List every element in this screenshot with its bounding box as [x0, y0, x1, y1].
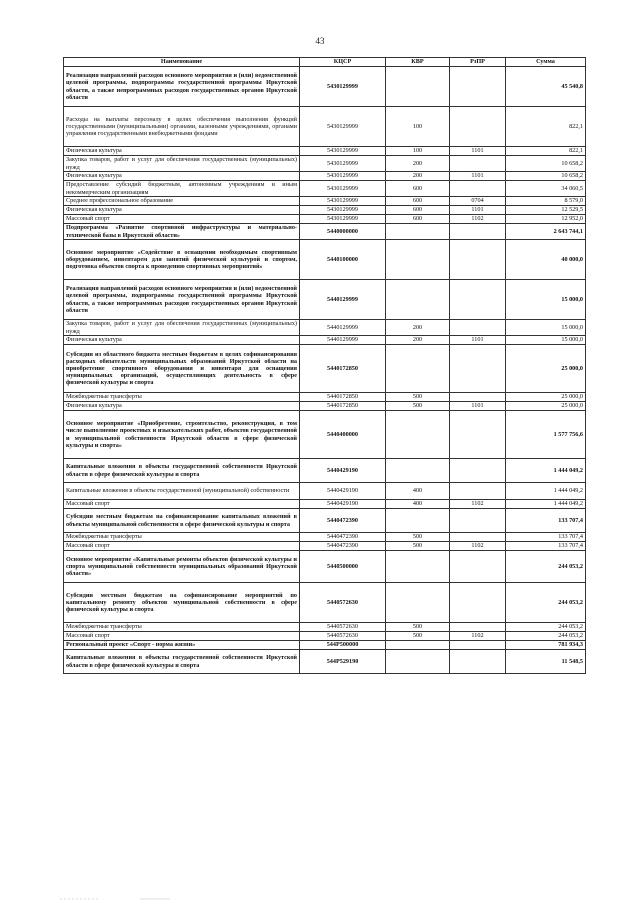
cell-name: Закупка товаров, работ и услуг для обеспечения государственных (муниципальных) нужд	[64, 156, 300, 172]
page-number: 43	[315, 36, 325, 46]
table-header-row	[64, 58, 586, 67]
cell-kcsr: 5430129999	[300, 147, 386, 156]
cell-rzpr	[450, 393, 506, 402]
cell-sum: 133 707,4	[506, 533, 586, 542]
table-row	[64, 650, 586, 674]
cell-rzpr	[450, 650, 506, 674]
cell-name: Капитальные вложения в объекты государственной собственности Иркутской области в сфере физической культуры и спорта	[64, 459, 300, 483]
cell-sum: 34 060,5	[506, 181, 586, 197]
cell-rzpr	[450, 67, 506, 107]
cell-kcsr: 5430129999	[300, 206, 386, 215]
cell-name: Физическая культура	[64, 147, 300, 156]
cell-kcsr: 5440429190	[300, 483, 386, 500]
cell-rzpr	[450, 623, 506, 632]
cell-name: Межбюджетные трансферты	[64, 533, 300, 542]
table-row	[64, 641, 586, 650]
cell-kvr	[386, 650, 450, 674]
cell-sum: 244 053,2	[506, 583, 586, 623]
cell-rzpr: 1102	[450, 215, 506, 224]
cell-name: Межбюджетные трансферты	[64, 393, 300, 402]
table-row	[64, 206, 586, 215]
cell-name: Физическая культура	[64, 172, 300, 181]
cell-name: Основное мероприятие «Капитальные ремонты объектов физической культуры и спорта муниципальной собственности муниципальных образований Иркутской области»	[64, 551, 300, 583]
cell-name: Физическая культура	[64, 402, 300, 411]
header-kvr: КВР	[386, 58, 450, 67]
table-row	[64, 67, 586, 107]
cell-kcsr: 544P529190	[300, 650, 386, 674]
cell-rzpr: 1101	[450, 172, 506, 181]
cell-kvr	[386, 280, 450, 320]
cell-rzpr	[450, 411, 506, 459]
table-row	[64, 583, 586, 623]
cell-rzpr	[450, 641, 506, 650]
cell-rzpr	[450, 181, 506, 197]
cell-sum: 15 000,0	[506, 336, 586, 345]
table-row	[64, 181, 586, 197]
cell-kcsr: 5430129999	[300, 107, 386, 147]
cell-rzpr: 1101	[450, 147, 506, 156]
cell-sum: 8 579,0	[506, 197, 586, 206]
cell-kvr: 200	[386, 320, 450, 336]
cell-kvr	[386, 583, 450, 623]
cell-kcsr: 5430129999	[300, 156, 386, 172]
cell-kvr	[386, 509, 450, 533]
table-row	[64, 623, 586, 632]
cell-kcsr: 5440129999	[300, 280, 386, 320]
cell-kvr	[386, 67, 450, 107]
table-row	[64, 147, 586, 156]
cell-rzpr	[450, 509, 506, 533]
cell-kcsr: 5440572630	[300, 583, 386, 623]
cell-sum: 15 000,0	[506, 320, 586, 336]
table-row	[64, 107, 586, 147]
cell-rzpr	[450, 459, 506, 483]
cell-sum: 1 444 049,2	[506, 500, 586, 509]
table-row	[64, 336, 586, 345]
cell-name: Предоставление субсидий бюджетным, автономным учреждениям и иным некоммерческим организациям	[64, 181, 300, 197]
table-row	[64, 345, 586, 393]
cell-kcsr: 5440572630	[300, 632, 386, 641]
cell-rzpr: 1102	[450, 632, 506, 641]
table-row	[64, 240, 586, 280]
cell-sum: 10 658,2	[506, 156, 586, 172]
cell-sum: 1 444 049,2	[506, 483, 586, 500]
cell-kcsr: 5430129999	[300, 197, 386, 206]
header-sum: Сумма	[506, 58, 586, 67]
cell-kvr: 100	[386, 107, 450, 147]
cell-sum: 133 707,4	[506, 509, 586, 533]
cell-kvr: 500	[386, 623, 450, 632]
cell-kvr: 100	[386, 147, 450, 156]
cell-rzpr: 1101	[450, 336, 506, 345]
table-row	[64, 533, 586, 542]
cell-rzpr	[450, 533, 506, 542]
cell-sum: 781 934,3	[506, 641, 586, 650]
cell-name: Закупка товаров, работ и услуг для обеспечения государственных (муниципальных) нужд	[64, 320, 300, 336]
table-row	[64, 509, 586, 533]
table-row	[64, 411, 586, 459]
table-row	[64, 172, 586, 181]
cell-name: Капитальные вложения в объекты государственной (муниципальной) собственности	[64, 483, 300, 500]
cell-rzpr	[450, 483, 506, 500]
table-row	[64, 156, 586, 172]
cell-kcsr: 5440572630	[300, 623, 386, 632]
cell-rzpr: 1102	[450, 542, 506, 551]
table-row	[64, 632, 586, 641]
cell-kvr: 500	[386, 533, 450, 542]
cell-name: Основное мероприятие «Приобретение, строительство, реконструкция, в том числе выполнение проектных и изыскательских работ, объектов государственной и муниципальной собственности Иркутской области в сфере физической культуры и спорта»	[64, 411, 300, 459]
cell-rzpr	[450, 156, 506, 172]
header-name: Наименование	[64, 58, 300, 67]
cell-kcsr: 5430129999	[300, 181, 386, 197]
table-row	[64, 320, 586, 336]
cell-kvr	[386, 411, 450, 459]
cell-kvr: 600	[386, 215, 450, 224]
cell-name: Массовый спорт	[64, 215, 300, 224]
cell-kcsr: 5440100000	[300, 240, 386, 280]
cell-sum: 1 577 756,6	[506, 411, 586, 459]
cell-kvr	[386, 551, 450, 583]
cell-kvr	[386, 459, 450, 483]
cell-name: Субсидии местным бюджетам на софинансирование капитальных вложений в объекты муниципальной собственности в сфере физической культуры и спорта	[64, 509, 300, 533]
cell-kvr: 500	[386, 542, 450, 551]
cell-rzpr	[450, 240, 506, 280]
cell-sum: 25 000,0	[506, 345, 586, 393]
cell-rzpr	[450, 320, 506, 336]
cell-name: Реализация направлений расходов основного мероприятия и (или) ведомственной целевой программы, подпрограммы государственной программы Иркутской области, а также непрограммных расходов государственных органов Иркутской области	[64, 280, 300, 320]
header-kcsr: КЦСР	[300, 58, 386, 67]
cell-kcsr: 5440129999	[300, 336, 386, 345]
cell-name: Физическая культура	[64, 336, 300, 345]
cell-name: Массовый спорт	[64, 542, 300, 551]
cell-sum: 822,1	[506, 147, 586, 156]
cell-sum: 244 053,2	[506, 551, 586, 583]
table-row	[64, 402, 586, 411]
cell-kcsr: 544P500000	[300, 641, 386, 650]
cell-kcsr: 5440500000	[300, 551, 386, 583]
cell-kvr	[386, 240, 450, 280]
cell-rzpr	[450, 345, 506, 393]
table-row	[64, 280, 586, 320]
header-rzpr: РзПР	[450, 58, 506, 67]
cell-name: Основное мероприятие «Содействие в оснащении необходимым спортивным оборудованием, инвентарем для занятий физической культурой и спортом, подготовка объектов спорта к проведению спортивных мероприятий»	[64, 240, 300, 280]
cell-kcsr: 5440472390	[300, 509, 386, 533]
cell-name: Подпрограмма «Развитие спортивной инфраструктуры и материально- технической базы в Иркутской области»	[64, 224, 300, 240]
table-row	[64, 500, 586, 509]
cell-kvr: 200	[386, 156, 450, 172]
cell-kvr: 400	[386, 500, 450, 509]
cell-rzpr	[450, 224, 506, 240]
cell-kvr: 600	[386, 197, 450, 206]
cell-kcsr: 5440472390	[300, 542, 386, 551]
table-row	[64, 483, 586, 500]
cell-kcsr: 5440172850	[300, 393, 386, 402]
cell-name: Массовый спорт	[64, 632, 300, 641]
cell-sum: 12 529,5	[506, 206, 586, 215]
cell-sum: 244 053,2	[506, 623, 586, 632]
table-row	[64, 215, 586, 224]
cell-sum: 45 540,8	[506, 67, 586, 107]
cell-sum: 133 707,4	[506, 542, 586, 551]
cell-name: Межбюджетные трансферты	[64, 623, 300, 632]
cell-name: Среднее профессиональное образование	[64, 197, 300, 206]
cell-rzpr: 0704	[450, 197, 506, 206]
cell-kvr: 400	[386, 483, 450, 500]
cell-sum: 11 548,5	[506, 650, 586, 674]
cell-kcsr: 5440172850	[300, 345, 386, 393]
cell-sum: 1 444 049,2	[506, 459, 586, 483]
cell-name: Реализация направлений расходов основного мероприятия и (или) ведомственной целевой программы, подпрограммы государственной программы Иркутской области, а также непрограммных расходов государственных органов Иркутской области	[64, 67, 300, 107]
cell-name: Региональный проект «Спорт - норма жизни»	[64, 641, 300, 650]
cell-kvr: 600	[386, 181, 450, 197]
cell-kvr: 500	[386, 632, 450, 641]
cell-kcsr: 5440000000	[300, 224, 386, 240]
cell-rzpr: 1102	[450, 500, 506, 509]
cell-rzpr	[450, 551, 506, 583]
cell-sum: 25 000,0	[506, 393, 586, 402]
cell-kvr	[386, 345, 450, 393]
table-row	[64, 197, 586, 206]
cell-kvr: 500	[386, 402, 450, 411]
cell-kcsr: 5440429190	[300, 459, 386, 483]
cell-sum: 12 952,0	[506, 215, 586, 224]
cell-kvr: 200	[386, 336, 450, 345]
cell-name: Субсидии из областного бюджета местным бюджетам в целях софинансирования расходных обязательств муниципальных образований Иркутской области на приобретение спортивного оборудования и инвентаря для оснащения муниципальных организаций, осуществляющих деятельность в сфере физической культуры и спорта	[64, 345, 300, 393]
cell-name: Расходы на выплаты персоналу в целях обеспечения выполнения функций государственными (муниципальными) органами, казенными учреждениями, органами управления государственными внебюджетными фондами	[64, 107, 300, 147]
cell-sum: 822,1	[506, 107, 586, 147]
cell-kvr: 500	[386, 393, 450, 402]
table-body	[64, 67, 586, 674]
cell-kvr: 200	[386, 172, 450, 181]
footer-scan-marks	[60, 896, 240, 902]
cell-rzpr	[450, 280, 506, 320]
cell-kcsr: 5440429190	[300, 500, 386, 509]
cell-rzpr	[450, 107, 506, 147]
cell-kvr: 600	[386, 206, 450, 215]
cell-name: Субсидии местным бюджетам на софинансирование мероприятий по капитальному ремонту объектов муниципальной собственности в сфере физической культуры и спорта	[64, 583, 300, 623]
cell-kcsr: 5430129999	[300, 67, 386, 107]
cell-kcsr: 5440472390	[300, 533, 386, 542]
cell-kvr	[386, 641, 450, 650]
cell-kvr	[386, 224, 450, 240]
cell-kcsr: 5440129999	[300, 320, 386, 336]
cell-sum: 40 000,0	[506, 240, 586, 280]
budget-table	[63, 57, 586, 674]
cell-kcsr: 5440400000	[300, 411, 386, 459]
cell-sum: 10 658,2	[506, 172, 586, 181]
table-row	[64, 551, 586, 583]
cell-rzpr	[450, 583, 506, 623]
cell-sum: 25 000,0	[506, 402, 586, 411]
cell-kcsr: 5430129999	[300, 172, 386, 181]
cell-sum: 2 643 744,1	[506, 224, 586, 240]
cell-name: Физическая культура	[64, 206, 300, 215]
cell-rzpr: 1101	[450, 402, 506, 411]
table-row	[64, 459, 586, 483]
cell-rzpr: 1101	[450, 206, 506, 215]
table-row	[64, 542, 586, 551]
cell-kcsr: 5430129999	[300, 215, 386, 224]
cell-name: Массовый спорт	[64, 500, 300, 509]
cell-name: Капитальные вложения в объекты государственной собственности Иркутской области в сфере физической культуры и спорта	[64, 650, 300, 674]
cell-kcsr: 5440172850	[300, 402, 386, 411]
table-row	[64, 393, 586, 402]
cell-sum: 15 000,0	[506, 280, 586, 320]
table-row	[64, 224, 586, 240]
cell-sum: 244 053,2	[506, 632, 586, 641]
